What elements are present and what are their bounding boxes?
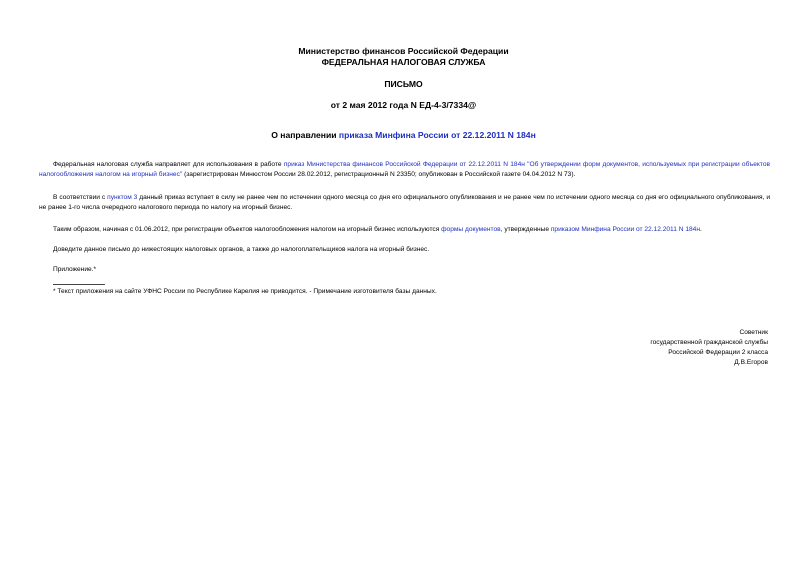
title-prefix: О направлении	[271, 130, 339, 140]
document-date-number: от 2 мая 2012 года N ЕД-4-3/7334@	[330, 100, 477, 110]
p2-text-1: В соответствии с	[53, 194, 108, 201]
ministry-name: Министерство финансов Российской Федерации	[298, 46, 509, 56]
p3-order-link[interactable]: приказом Минфина России от 22.12.2011 N 184н	[550, 226, 700, 233]
p2-text-2: данный приказ вступает в силу не ранее чем по истечении одного месяца со дня его официального опубликования и не ранее чем по истечении одного месяца со дня его официального опубликования, и не ранее 1-го числа очередного налогового периода по налогу на игорный бизнес.	[39, 194, 770, 211]
p3-text-2: , утвержденные	[500, 226, 551, 233]
paragraph-5-appendix: Приложение.*	[53, 266, 97, 273]
signature-class: Российской Федерации 2 класса	[668, 349, 768, 356]
signature-name: Д.В.Егоров	[734, 359, 768, 366]
service-name: ФЕДЕРАЛЬНАЯ НАЛОГОВАЯ СЛУЖБА	[321, 57, 486, 67]
paragraph-2	[39, 193, 770, 212]
paragraph-4: Доведите данное письмо до нижестоящих налоговых органов, а также до налогоплательщиков налога на игорный бизнес.	[53, 246, 430, 253]
p1-text-1: Федеральная налоговая служба направляет для использования в работе	[53, 161, 284, 168]
p3-text-1: Таким образом, начиная с 01.06.2012, при регистрации объектов налогообложения налогом на игорный бизнес используются	[53, 226, 442, 233]
p2-clause-link[interactable]: пунктом 3	[107, 194, 138, 201]
signature-service: государственной гражданской службы	[650, 339, 768, 346]
p3-forms-link[interactable]: формы документов	[441, 226, 501, 233]
paragraph-1	[39, 160, 770, 179]
title-order-link[interactable]: приказа Минфина России от 22.12.2011 N 184н	[338, 130, 536, 140]
p1-text-2: (зарегистрирован Минюстом России 28.02.2012, регистрационный N 23350; опубликован в Российской газете 04.04.2012 N 73).	[182, 170, 576, 178]
footnote: * Текст приложения на сайте УФНС России по Республике Карелия не приводится. - Примечание изготовителя базы данных.	[53, 288, 437, 295]
signature-position: Советник	[739, 329, 768, 336]
paragraph-3	[39, 225, 770, 235]
p1-order-link[interactable]: приказ Министерства финансов Российской Федерации от 22.12.2011 N 184н "Об утверждении форм документов, используемых при регистрации объектов налогообложения налогом на игорный бизнес"	[39, 161, 770, 178]
document-title	[0, 130, 807, 141]
p3-text-3: .	[699, 226, 702, 233]
footnote-divider	[53, 284, 105, 285]
document-type: ПИСЬМО	[384, 79, 423, 89]
